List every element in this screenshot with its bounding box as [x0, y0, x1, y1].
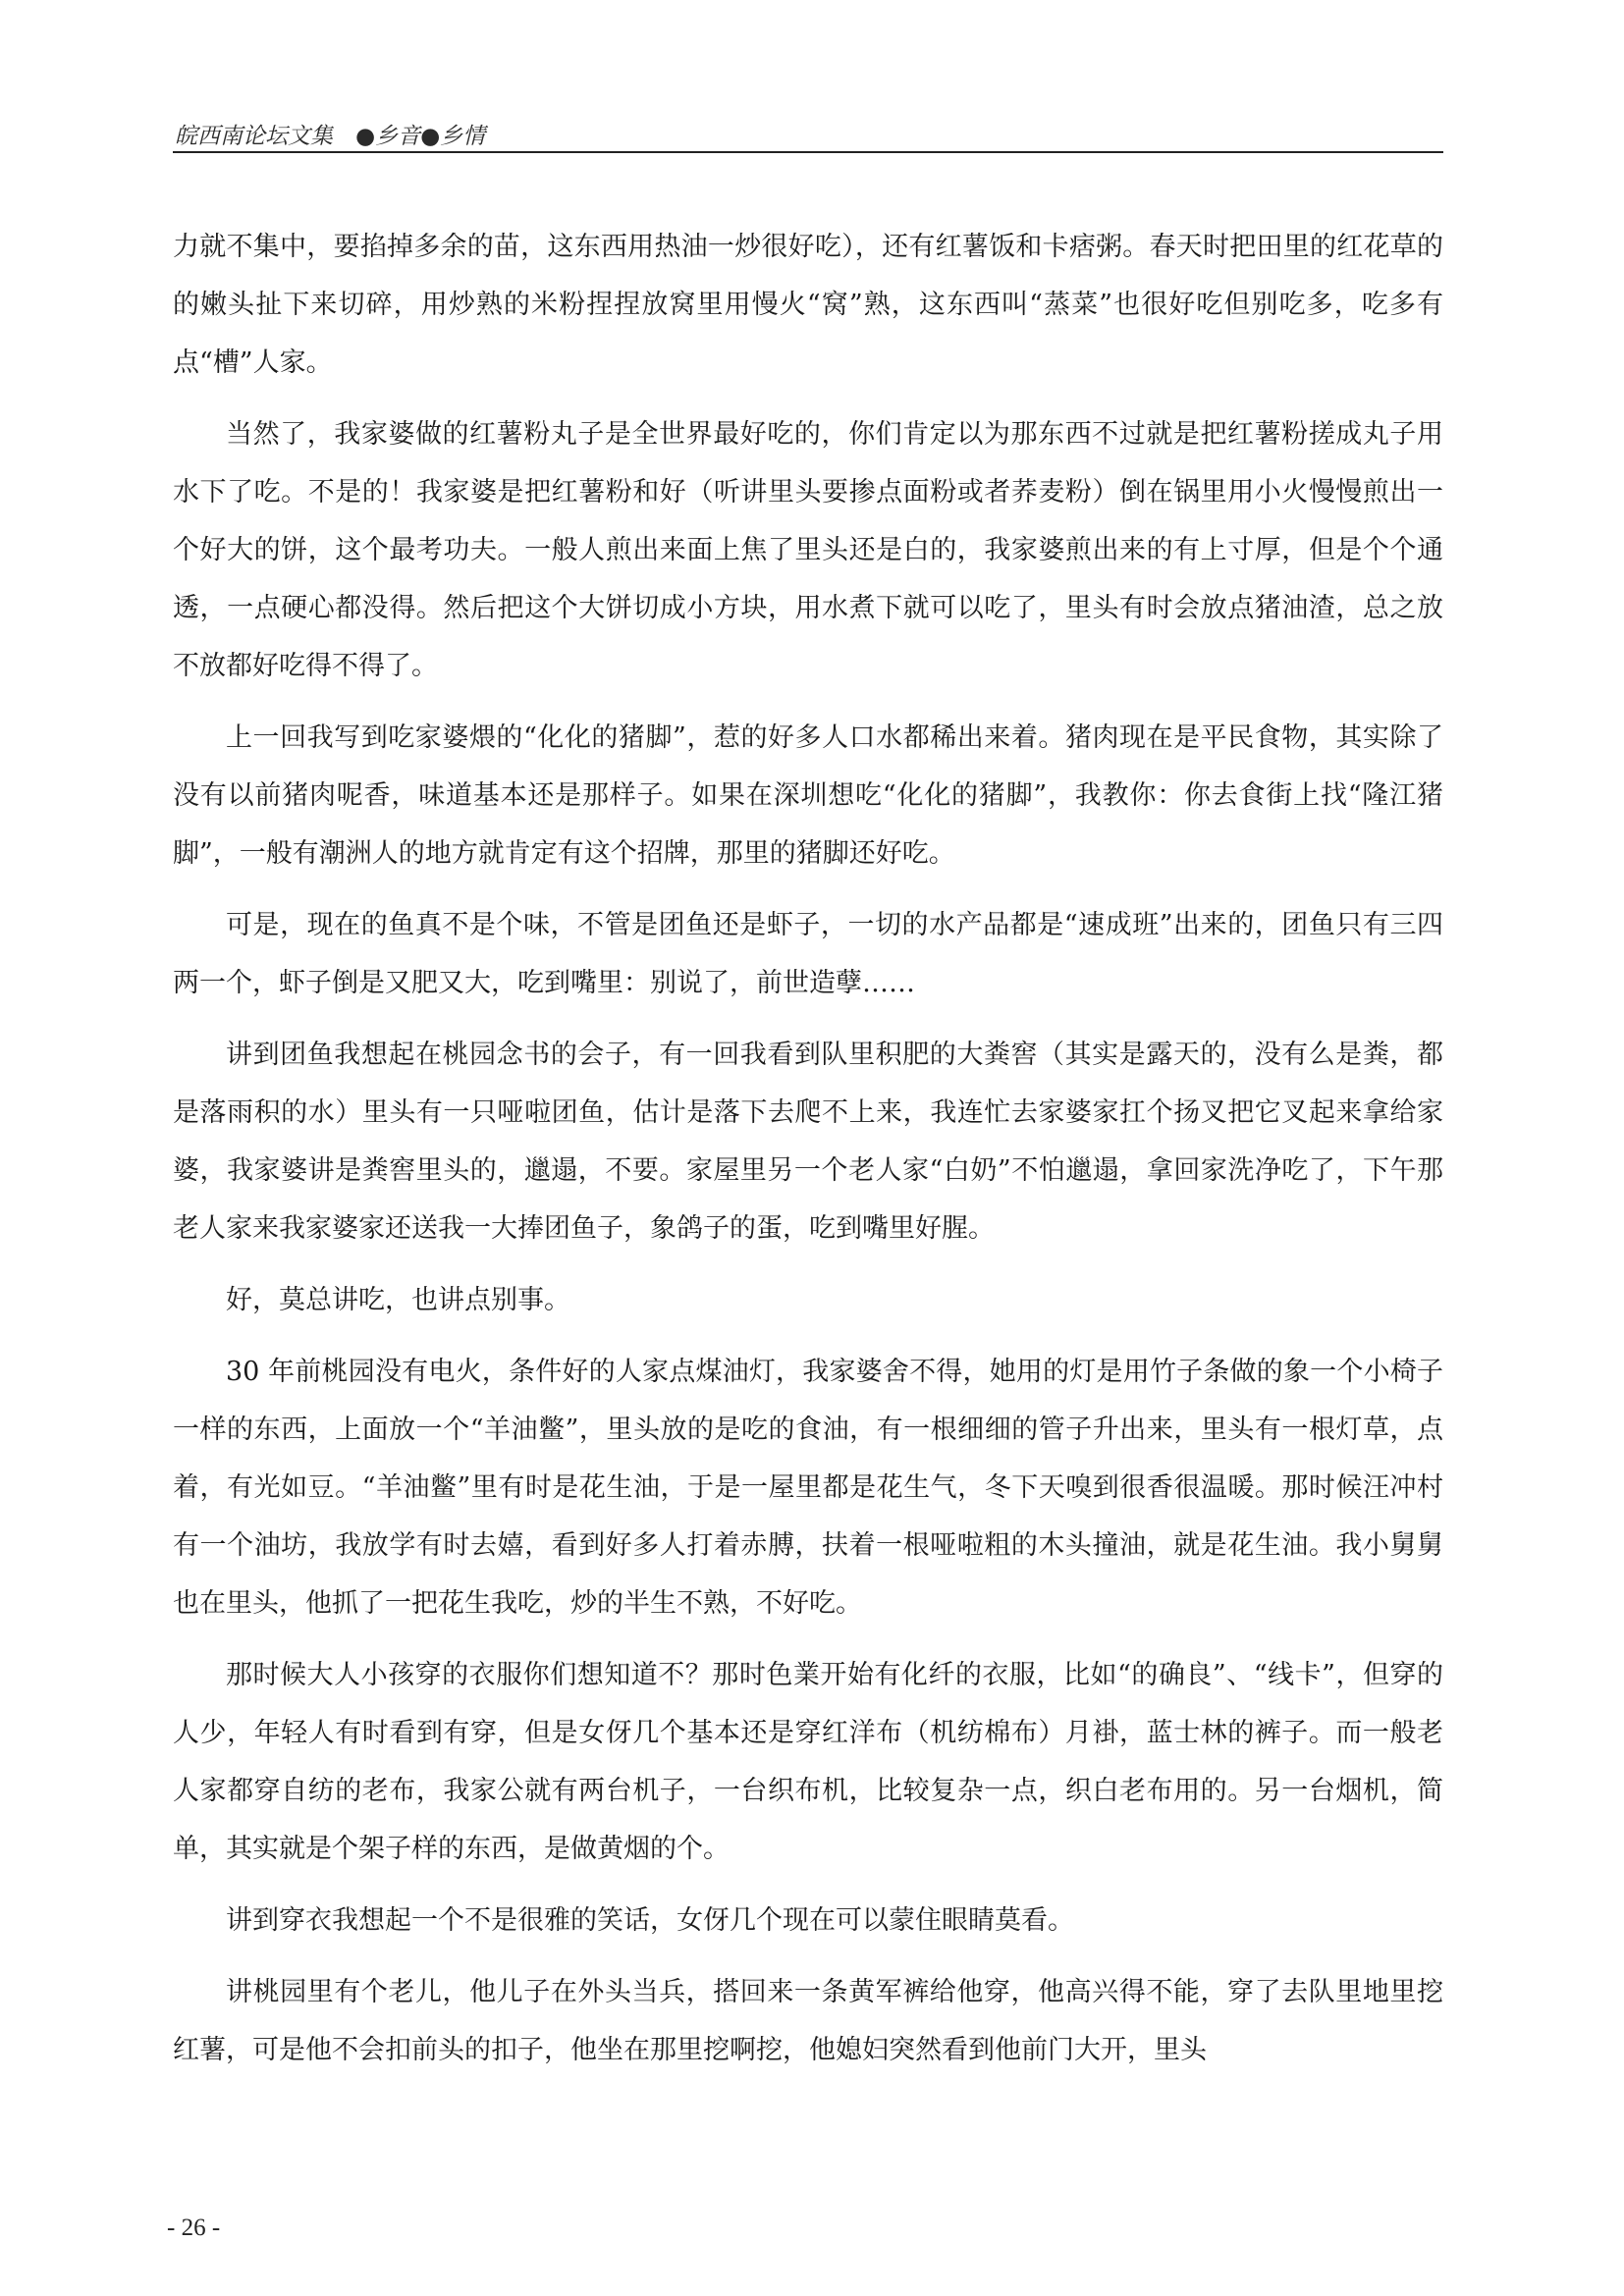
paragraph: 可是，现在的鱼真不是个味，不管是团鱼还是虾子，一切的水产品都是“速成班”出来的，团鱼只有三四两一个，虾子倒是又肥又大，吃到嘴里：别说了，前世造孽…… — [173, 910, 1443, 998]
paragraph: 30 年前桃园没有电火，条件好的人家点煤油灯，我家婆舍不得，她用的灯是用竹子条做的象一个小椅子一样的东西，上面放一个“羊油鳖”，里头放的是吃的食油，有一根细细的管子升出来，里头有一根灯草，点着，有光如豆。“羊油鳖”里有时是花生油，于是一屋里都是花生气，冬下天嗅到很香很温暖。那时候汪冲村有一个油坊，我放学有时去嬉，看到好多人打着赤膊，扶着一根哑啦粗的木头撞油，就是花生油。我小舅舅也在里头，他抓了一把花生我吃，炒的半生不熟，不好吃。 — [173, 1357, 1443, 1619]
article-body — [173, 218, 1443, 2093]
header-title: 皖西南论坛文集 ●乡音●乡情 — [175, 124, 486, 149]
paragraph: 上一回我写到吃家婆煨的“化化的猪脚”，惹的好多人口水都稀出来着。猪肉现在是平民食物，其实除了没有以前猪肉呢香，味道基本还是那样子。如果在深圳想吃“化化的猪脚”，我教你：你去食街上找“隆江猪脚”，一般有潮洲人的地方就肯定有这个招牌，那里的猪脚还好吃。 — [173, 722, 1443, 869]
paragraph: 讲桃园里有个老儿，他儿子在外头当兵，搭回来一条黄军裤给他穿，他高兴得不能，穿了去队里地里挖红薯，可是他不会扣前头的扣子，他坐在那里挖啊挖，他媳妇突然看到他前门大开，里头 — [173, 1977, 1443, 2065]
paragraph: 那时候大人小孩穿的衣服你们想知道不？那时色業开始有化纤的衣服，比如“的确良”、“线卡”，但穿的人少，年轻人有时看到有穿，但是女伢几个基本还是穿红洋布（机纺棉布）月褂，蓝士林的裤子。而一般老人家都穿自纺的老布，我家公就有两台机子，一台织布机，比较复杂一点，织白老布用的。另一台烟机，简单，其实就是个架子样的东西，是做黄烟的个。 — [173, 1660, 1443, 1864]
paragraph: 讲到团鱼我想起在桃园念书的会子，有一回我看到队里积肥的大粪窖（其实是露天的，没有么是粪，都是落雨积的水）里头有一只哑啦团鱼，估计是落下去爬不上来，我连忙去家婆家扛个扬叉把它叉起来拿给家婆，我家婆讲是粪窖里头的，邋遢，不要。家屋里另一个老人家“白奶”不怕邋遢，拿回家洗净吃了，下午那老人家来我家婆家还送我一大捧团鱼子，象鸽子的蛋，吃到嘴里好腥。 — [173, 1040, 1443, 1244]
page-number: - 26 - — [167, 2215, 221, 2241]
page-header — [173, 110, 1443, 153]
paragraph: 当然了，我家婆做的红薯粉丸子是全世界最好吃的，你们肯定以为那东西不过就是把红薯粉搓成丸子用水下了吃。不是的！我家婆是把红薯粉和好（听讲里头要掺点面粉或者荞麦粉）倒在锅里用小火慢慢煎出一个好大的饼，这个最考功夫。一般人煎出来面上焦了里头还是白的，我家婆煎出来的有上寸厚，但是个个通透，一点硬心都没得。然后把这个大饼切成小方块，用水煮下就可以吃了，里头有时会放点猪油渣，总之放不放都好吃得不得了。 — [173, 419, 1443, 681]
paragraph: 好，莫总讲吃，也讲点别事。 — [226, 1285, 570, 1315]
paragraph: 讲到穿衣我想起一个不是很雅的笑话，女伢几个现在可以蒙住眼睛莫看。 — [226, 1905, 1074, 1936]
paragraph: 力就不集中，要掐掉多余的苗，这东西用热油一炒很好吃），还有红薯饭和卡痞粥。春天时把田里的红花草的的嫩头扯下来切碎，用炒熟的米粉捏捏放窝里用慢火“窝”熟，这东西叫“蒸菜”也很好吃但别吃多，吃多有点“槽”人家。 — [173, 232, 1443, 378]
